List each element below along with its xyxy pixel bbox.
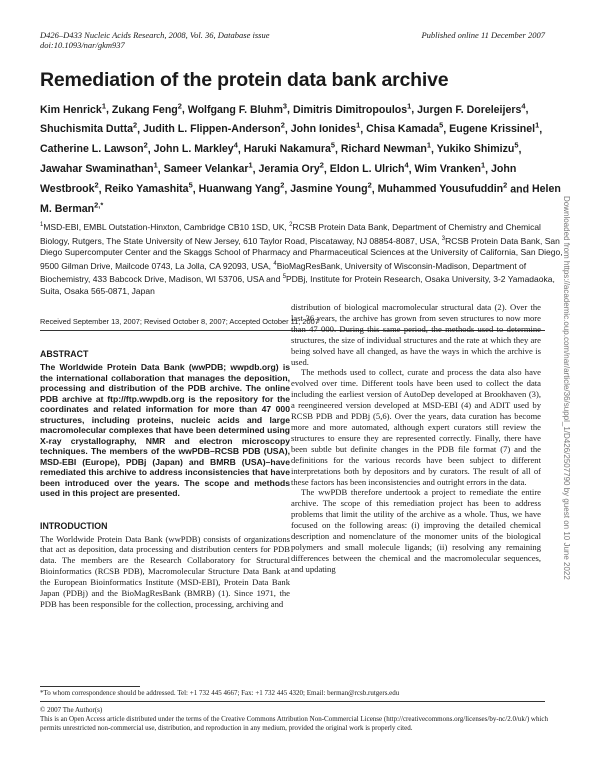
left-column [40,349,290,610]
author-name: Kim Henrick$^1$ [40,101,106,116]
footnote-rule [40,686,140,687]
author-name: Jawahar Swaminathan$^1$ [40,160,158,176]
copyright-line: © 2007 The Author(s) [40,706,103,714]
affiliation-text: MSD-EBI, EMBL Outstation-Hinxton, Cambridge CB10 1SD, UK, [43,221,290,232]
article-title: Remediation of the protein data bank archive [40,69,449,91]
correspondence-footnote: *To whom correspondence should be addressed. Tel: +1 732 445 4667; Fax: +1 732 445 4320; Email: berman@rcsb.rutgers.edu [40,689,400,697]
affiliation-mark: 3 [441,235,446,242]
intro-paragraph-3: The wwPDB therefore undertook a project to remediate the entire archive. The scope of this remediation project has been to address problems that limit the utility of the archive as a whole. Thus, we have focused on the following areas: (i) improving the detailed chemical description and nomenclature of the monomer units of the biological polymers and small molecule ligands; (ii) resolving any remaining differences between the chemical and the macromolecular sequences, and updating [291,487,541,574]
abstract-heading: ABSTRACT [40,349,89,359]
author-affiliation-mark: 1 [535,120,540,130]
affiliation-mark: 2 [289,222,293,228]
author-affiliation-mark: 5 [514,140,519,150]
author-affiliation-mark: 3 [282,101,288,110]
affiliation-mark: 5 [282,274,286,281]
author-affiliation-mark: 4 [404,160,409,170]
author-affiliation-mark: 1 [248,160,253,170]
running-header [40,30,545,50]
author-name: Jeramia Ory$^2$ [258,160,324,176]
author-name: Eldon L. Ulrich$^4$ [329,160,409,176]
abstract-text: The Worldwide Protein Data Bank (wwPDB; wwpdb.org) is the international collaboration that manages the deposition, processing and distribution of the PDB archive. The online PDB archive at ftp://ftp.wwpdb.org is the repository for the coordinates and related information for more than 47 000 structures, including proteins, nucleic acids and large macromolecular complexes that have been determined using X-ray crystallography, NMR and electron microscopy techniques. The members of the wwPDB–RCSB PDB (USA), MSD-EBI (Europe), PDBj (Japan) and BMRB (USA)–have remediated this archive to address inconsistencies that have been introduced over the years. The scope and methods used in this project are presented. [40,362,290,498]
header-doi: doi:10.1093/nar/gkm937 [40,40,125,50]
author-affiliation-mark: 2 [133,120,138,130]
author-name: Wolfgang F. Bluhm$^3$ [187,101,288,116]
author-affiliation-mark: 2 [143,140,148,150]
author-affiliation-mark: 1 [356,120,361,130]
author-name: Huanwang Yang$^2$ [198,180,285,196]
license-text: This is an Open Access article distributed under the terms of the Creative Commons Attribution Non-Commercial License (http://creativecommons.org/licenses/by-nc/2.0/uk/) which permits unrestricted non-commercial use, distribution, and reproduction in any medium, provided the original work is properly cited. [40,715,549,732]
author-affiliation-mark: 4 [233,140,238,150]
author-name: Jasmine Young$^2$ [290,180,372,196]
author-name: Eugene Krissinel$^1$ [449,120,540,136]
author-affiliation-mark: 2 [94,180,99,190]
author-name: Reiko Yamashita$^5$ [104,180,193,196]
author-name: Judith L. Flippen-Anderson$^2$ [143,120,285,136]
author-name: Chisa Kamada$^5$ [366,120,444,136]
copyright-block [40,706,570,733]
author-name: Catherine L. Lawson$^2$ [40,140,148,156]
author-affiliation-mark: 1 [407,101,412,110]
affiliation-text: RCSB Protein Data Bank, San Diego Supercomputer Center and the Skaggs School of Pharmacy and Pharmaceutical Sciences at the University of California, San Diego, 9500 Gilman Drive, Mailcode 0743, La Jolla, CA 92093, USA, [40,235,563,271]
affiliation-text: PDBj, Institute for Protein Research, Osaka University, 3-2 Yamadaoka, Suita, Osaka 565-0871, Japan [40,274,555,296]
author-name: John L. Markley$^4$ [153,140,238,156]
author-affiliation-mark: 5 [330,140,335,150]
affiliation-text: RCSB Protein Data Bank, Department of Chemistry and Chemical Biology, Rutgers, The State University of New Jersey, 610 Taylor Road, Piscataway, NJ 08854-8087, USA, [40,221,541,246]
author-affiliation-mark: 1 [480,160,486,170]
author-affiliation-mark: 5 [439,120,444,130]
header-citation: D426–D433 Nucleic Acids Research, 2008, Vol. 36, Database issue [40,30,270,40]
author-name: Dimitris Dimitropoulos$^1$ [292,101,412,116]
download-notice: Downloaded from https://academic.oup.com/nar/article/36/suppl_1/D426/2507790 by guest on 10 June 2022 [562,196,571,580]
copyright-divider [40,701,545,702]
header-published: Published online 11 December 2007 [421,30,545,40]
author-affiliation-mark: 1 [101,101,106,110]
author-name: Helen M. Berman$^{2,*}$ [40,183,561,216]
affiliation-mark: 4 [273,260,277,267]
author-name: Jurgen F. Doreleijers$^4$ [417,101,526,116]
author-name: John Ionides$^1$ [290,120,361,136]
affiliation-text: BioMagResBank, University of Wisconsin-Madison, Department of Biochemistry, 433 Babcock Drive, Madison, WI 53706, USA and [40,260,527,285]
affiliations [40,220,565,298]
right-column [291,302,541,575]
author-name: Haruki Nakamura$^5$ [243,140,335,156]
author-affiliation-mark: 4 [521,101,526,110]
author-affiliation-mark: 2 [367,180,372,190]
author-name: Wim Vranken$^1$ [414,160,486,176]
intro-paragraph-1: The Worldwide Protein Data Bank (wwPDB) consists of organizations that act as deposition, data processing and distribution centers for PDB data. The members are the Research Collaboratory for Structural Bioinformatics (RCSB PDB), Macromolecular Structure Data Bank at the European Bioinformatics Institute (MSD-EBI), Protein Data Bank Japan (PDBj) and the BioMagResBank (BMRB) (1). Since 1971, the PDB has been responsible for the collection, processing, archiving and [40,533,290,609]
intro-paragraph-1-cont: distribution of biological macromolecular structural data (2). Over the last 36 years, the archive has grown from seven structures to now more than 47 000. During this same period, the methods used to determine structures, the size of individual structures and the rate at which they are being solved have all changed, as have the ways in which the archive is used. [291,302,541,367]
introduction-heading: INTRODUCTION [40,520,108,531]
author-list: Kim Henrick$^1$, Zukang Feng$^2$, Wolfgang F. Bluhm$^3$, Dimitris Dimitropoulos$^1$, Jurgen F. Doreleijers$^4$, Shuchismita Dutta$^2$, Judith L. Flippen-Anderson$^2$, John Ionides$^1$, Chisa Kamada$^5$, Eugene Krissinel$^1$, Catherine L. Lawson$^2$, John L. Markley$^4$, Haruki Nakamura$^5$, Richard Newman$^1$, Yukiko Shimizu$^5$, Jawahar Swaminathan$^1$, Sameer Velankar$^1$, Jeramia Ory$^2$, Eldon L. Ulrich$^4$, Wim Vranken$^1$, John Westbrook$^2$, Reiko Yamashita$^5$, Huanwang Yang$^2$, Jasmine Young$^2$, Muhammed Yousufuddin$^2$ and Helen M. Berman$^{2,*}$ [40,101,561,216]
author-affiliation-mark: 2 [503,180,508,190]
author-name: Zukang Feng$^2$ [111,101,182,116]
intro-paragraph-2: The methods used to collect, curate and process the data also have evolved over time. Different tools have been used to collect the data including the earliest version of AutoDep developed at Brookhaven (3), a reengineered version developed at MSD-EBI (4) and ADIT used by RCSB PDB and PDBj (5,6). Over the years, data curation has become more and more automated, although expert curators still review the structures to ensure they are represented correctly. Finally, there have been subtle but definite changes in the PDB file format (7) and the definitions for the various records have been subject to different interpretations both by depositors and by curators. The result of all of these factors has been inconsistencies and outright errors in the data. [291,367,541,487]
author-affiliation-mark: 1 [426,140,431,150]
author-name: John Westbrook$^2$ [40,163,517,196]
author-affiliation-mark: 2 [319,160,324,170]
author-name: Yukiko Shimizu$^5$ [436,140,519,156]
author-affiliation-mark: 5 [188,180,193,190]
author-affiliation-mark: 2 [177,101,182,110]
author-affiliation-mark: 1 [153,160,158,170]
author-affiliation-mark: 2 [280,180,285,190]
author-name: Shuchismita Dutta$^2$ [40,120,138,136]
affiliation-mark: 1 [40,222,44,228]
author-name: Richard Newman$^1$ [340,140,431,156]
author-name: Muhammed Yousufuddin$^2$ [377,180,508,196]
author-name: Sameer Velankar$^1$ [163,160,253,176]
received-dates: Received September 13, 2007; Revised October 8, 2007; Accepted October 11, 2007 [40,317,319,326]
author-affiliation-mark: 2,* [94,200,104,210]
author-affiliation-mark: 2 [280,120,285,130]
